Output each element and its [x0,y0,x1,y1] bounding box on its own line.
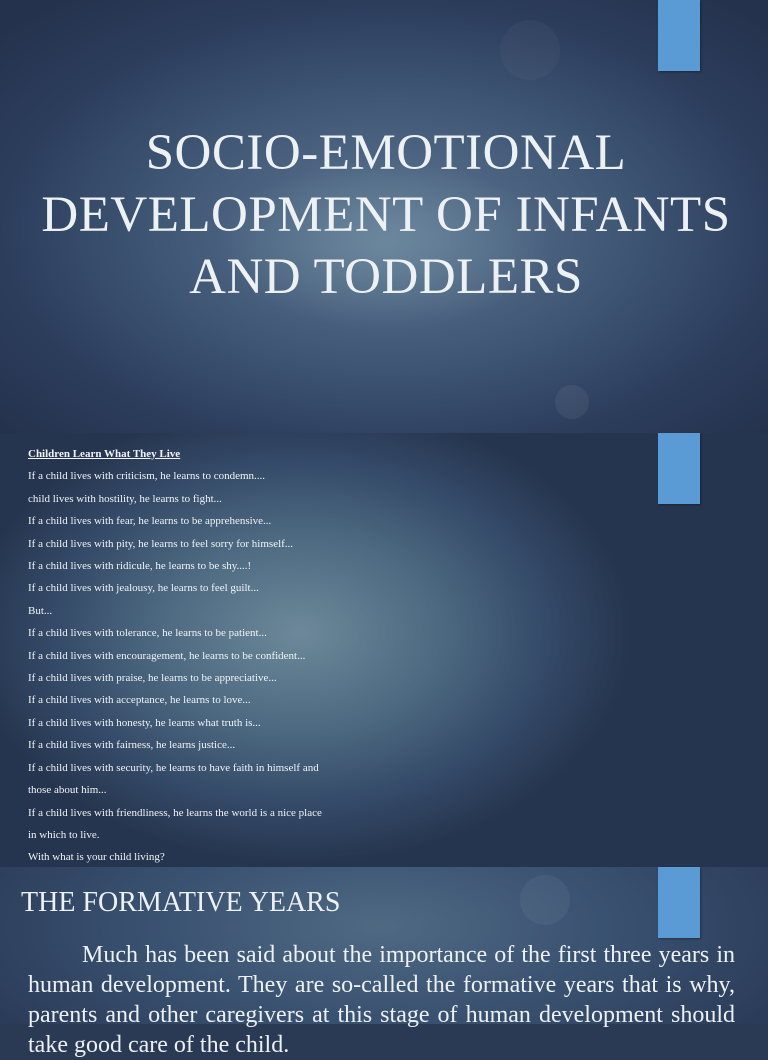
poem-line: If a child lives with pity, he learns to feel sorry for himself... [28,537,294,550]
poem-line: If a child lives with security, he learns to have faith in himself and [28,761,319,774]
slide-poem [0,433,768,867]
poem-line: child lives with hostility, he learns to fight... [28,492,222,505]
title-line: SOCIO-EMOTIONAL [145,125,627,181]
poem-title: Children Learn What They Live [28,448,181,460]
poem-line: those about him... [28,784,107,797]
title-line: AND TODDLERS [189,249,583,305]
poem-line: If a child lives with friendliness, he learns the world is a nice place [28,806,322,819]
poem-line: If a child lives with encouragement, he learns to be confident... [28,649,306,662]
accent-bar [658,433,700,504]
title-line: DEVELOPMENT OF INFANTS [41,187,731,243]
poem-line: If a child lives with ridicule, he learns to be shy....! [28,560,252,573]
accent-bar [658,867,700,938]
poem-line: If a child lives with praise, he learns to be appreciative... [28,672,277,685]
slide-title [0,0,768,433]
body-paragraph: Much has been said about the importance of the first three years in human development. They are so-called the formative years that is why, parents and other caregivers at this stage of human development should take good care of the child. [28,942,735,1058]
poem-line: If a child lives with honesty, he learns what truth is... [28,716,261,729]
slide-formative-years [0,867,768,1058]
poem-line: But... [28,604,53,617]
poem-line: If a child lives with jealousy, he learns to feel guilt... [28,582,259,595]
accent-bar [658,0,700,71]
poem-line: If a child lives with criticism, he learns to condemn.... [28,470,266,483]
background-bubble [500,20,560,80]
slide-title-heading [10,122,762,308]
section-heading: THE FORMATIVE YEARS [21,887,341,918]
poem-line: With what is your child living? [28,851,165,864]
poem-line: If a child lives with tolerance, he learns to be patient... [28,627,267,640]
poem-line: If a child lives with fairness, he learns justice... [28,739,236,752]
poem-line: in which to live. [28,828,100,841]
poem-line: If a child lives with acceptance, he learns to love... [28,694,251,707]
poem-line: If a child lives with fear, he learns to be apprehensive... [28,515,272,528]
poem-text [28,443,628,869]
background-bubble [520,875,570,925]
background-bubble [555,385,589,419]
